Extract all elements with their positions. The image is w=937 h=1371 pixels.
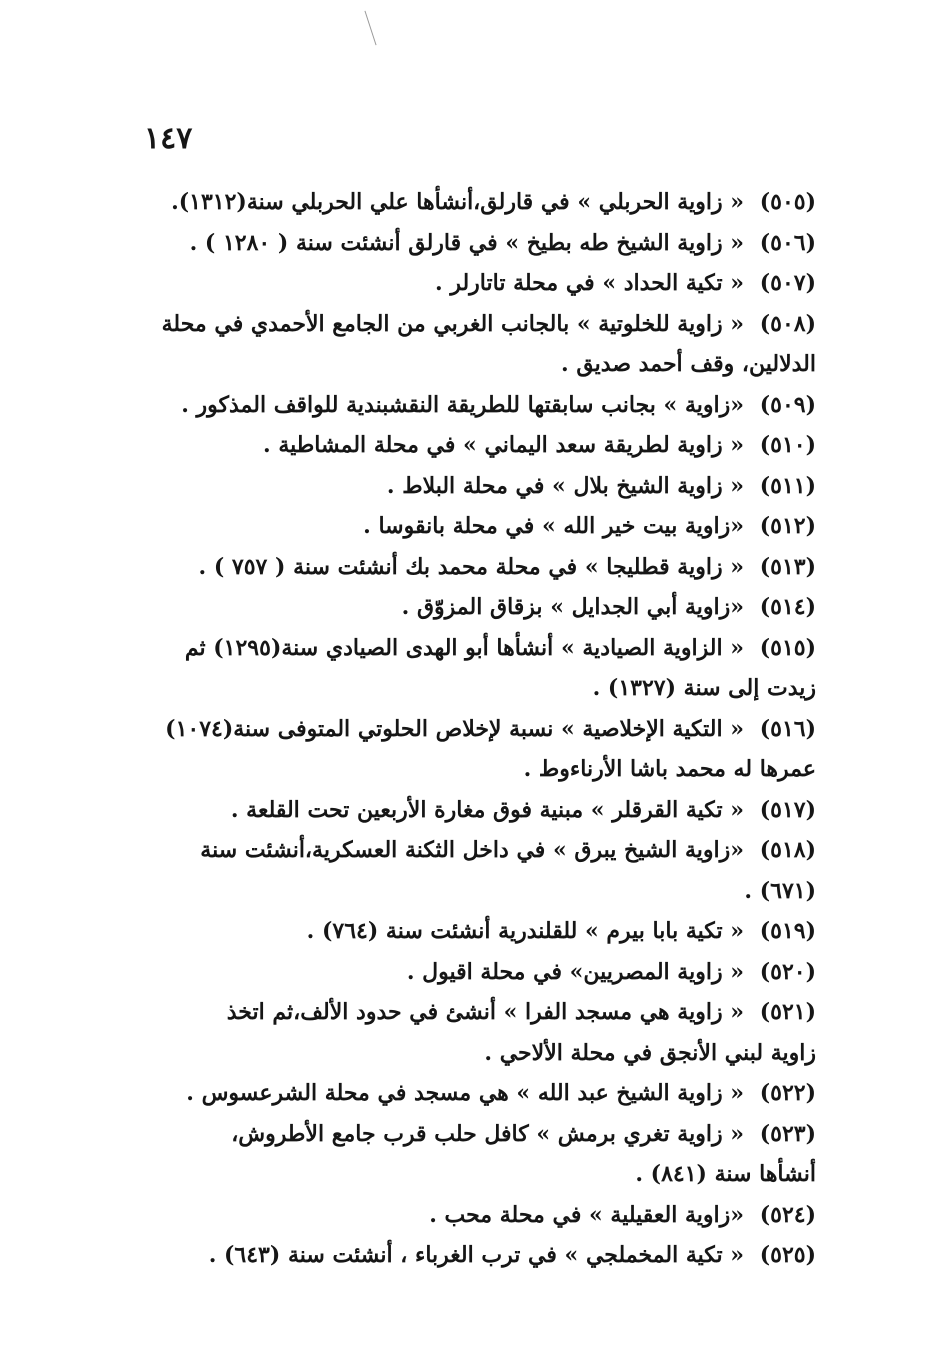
entry-text: « زاوية تغري برمش » كافل حلب قرب جامع الأطروش، xyxy=(231,1120,744,1147)
entry-number: (٥١٣) xyxy=(759,553,816,580)
entry-line xyxy=(138,182,816,223)
entry-number: (٥١٩) xyxy=(759,918,816,944)
entry-line xyxy=(138,304,816,345)
entry-continuation-line xyxy=(138,1033,816,1074)
entry-number: (٥١٨) xyxy=(759,837,816,863)
entry-line xyxy=(138,466,816,507)
entry-text: « تكية القرقلر » مبنية فوق مغارة الأربعين تحت القلعة . xyxy=(230,796,744,823)
entry-number: (٥١١) xyxy=(759,472,816,499)
entry-number: (٥٠٦) xyxy=(759,229,816,256)
entries-list xyxy=(138,182,816,1276)
entry-text: «زاوية العقيلية » في محلة محب . xyxy=(429,1201,744,1228)
entry-number: (٥٢٥) xyxy=(759,1242,816,1268)
entry-text: « تكية الحداد » في محلة تاتارلر . xyxy=(435,270,744,296)
entry-text: «زاوية » بجانب سابقتها للطريقة النقشبندية للواقف المذكور . xyxy=(181,391,744,418)
entry-text: «زاوية بيت خير الله » في محلة بانقوسا . xyxy=(363,513,744,539)
entry-number: (٥٠٩) xyxy=(759,391,816,418)
entry-continuation-line xyxy=(138,1154,816,1195)
entry-continuation-line xyxy=(138,749,816,790)
entry-number: (٥٠٨) xyxy=(759,310,816,337)
entry-text: « زاوية قطليجا » في محلة محمد بك أنشئت سنة ( ٧٥٧ ) . xyxy=(198,553,744,580)
entry-continuation-line xyxy=(138,871,816,912)
entry-line xyxy=(138,830,816,871)
entry-number: (٥١٠) xyxy=(759,432,816,458)
entry-text: (٦٧١) . xyxy=(744,877,816,904)
entry-line xyxy=(138,952,816,993)
entry-text: « زاوية هي مسجد الفرا » أنشئ في حدود الألف،ثم اتخذ xyxy=(226,999,744,1025)
entry-line xyxy=(138,1073,816,1114)
entry-number: (٥١٤) xyxy=(759,594,816,620)
entry-continuation-line xyxy=(138,344,816,385)
entry-text: «زاوية أبي الجدايل » بزقاق المزوّق . xyxy=(401,594,744,620)
entry-text: « تكية المخملجي » في ترب الغرباء ، أنشئت سنة (٦٤٣) . xyxy=(208,1242,744,1268)
entry-number: (٥١٢) xyxy=(759,513,816,539)
entry-text: الدلالين، وقف أحمد صديق . xyxy=(561,351,816,377)
entry-text: « زاوية المصريين» في محلة اقيول . xyxy=(406,958,744,985)
entry-line xyxy=(138,992,816,1033)
entry-text: زاوية لبني الأنجق في محلة الألاحي . xyxy=(484,1039,816,1066)
entry-line xyxy=(138,587,816,628)
entry-line xyxy=(138,628,816,669)
entry-text: « زاوية الشيخ بلال » في محلة البلاط . xyxy=(386,472,744,499)
entry-line xyxy=(138,425,816,466)
margin-mark xyxy=(364,11,376,46)
entry-text: « زاوية الشيخ عبد الله » هي مسجد في محلة الشرعسوس . xyxy=(186,1080,744,1106)
entry-line xyxy=(138,709,816,750)
entry-number: (٥١٦) xyxy=(759,715,816,742)
entry-text: « تكية بابا بيرم » للقلندرية أنشئت سنة (٧٦٤) . xyxy=(306,918,744,944)
entry-number: (٥١٥) xyxy=(759,634,816,661)
entry-text: زيدت إلى سنة (١٣٢٧) . xyxy=(592,675,816,701)
page-number: ١٤٧ xyxy=(144,121,193,156)
entry-line xyxy=(138,911,816,952)
entry-line xyxy=(138,1235,816,1276)
entry-number: (٥٠٧) xyxy=(759,270,816,296)
entry-line xyxy=(138,263,816,304)
entry-line xyxy=(138,385,816,426)
entry-number: (٥٢٠) xyxy=(759,958,816,985)
entry-number: (٥٢١) xyxy=(759,999,816,1025)
entry-text: «زاوية الشيخ يبرق » في داخل الثكنة العسكرية،أنشئت سنة xyxy=(200,837,744,863)
entry-line xyxy=(138,790,816,831)
entry-line xyxy=(138,547,816,588)
entry-text: « زاوية لطريقة سعد اليماني » في محلة المشاطية . xyxy=(263,432,744,458)
entry-number: (٥٢٤) xyxy=(759,1201,816,1228)
entry-number: (٥٠٥) xyxy=(759,189,816,215)
entry-text: « زاوية الحربلي » في قارلق،أنشأها علي الحربلي سنة(١٣١٢). xyxy=(171,189,744,215)
entry-number: (٥٢٢) xyxy=(759,1080,816,1106)
entry-text: « الزاوية الصيادية » أنشأها أبو الهدى الصيادي سنة(١٢٩٥) ثم xyxy=(184,634,744,661)
entry-line xyxy=(138,223,816,264)
entry-number: (٥١٧) xyxy=(759,796,816,823)
entry-line xyxy=(138,1114,816,1155)
entry-text: عمرها له محمد باشا الأرناءوط . xyxy=(523,756,816,782)
entry-continuation-line xyxy=(138,668,816,709)
entry-line xyxy=(138,506,816,547)
entry-text: « زاوية الشيخ طه بطيخ » في قارلق أنشئت سنة ( ١٢٨٠ ) . xyxy=(189,229,744,256)
entry-text: « التكية الإخلاصية » نسبة لإخلاص الحلوتي المتوفى سنة(١٠٧٤) xyxy=(165,715,744,742)
entry-text: « زاوية للخلوتية » بالجانب الغربي من الجامع الأحمدي في محلة xyxy=(161,310,744,337)
entry-line xyxy=(138,1195,816,1236)
entry-text: أنشأها سنة (٨٤١) . xyxy=(635,1161,816,1187)
entry-number: (٥٢٣) xyxy=(759,1120,816,1147)
